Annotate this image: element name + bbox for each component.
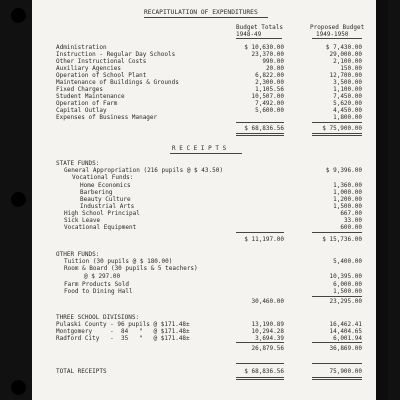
- division-col1: 3,694.39: [255, 335, 284, 342]
- expenditure-col1: 7,492.00: [255, 100, 284, 107]
- receipts-title: R E C E I P T S: [172, 145, 227, 152]
- room-board-col2: 10,395.00: [329, 273, 362, 280]
- vocational-label: Beauty Culture: [80, 196, 131, 203]
- other-total-rule-2: [312, 296, 362, 297]
- other-total-col1: 30,460.00: [251, 298, 284, 305]
- state-other-col2: 600.00: [340, 224, 362, 231]
- expenditure-col1: 990.00: [262, 58, 284, 65]
- food-label: Food to Dining Hall: [64, 288, 133, 295]
- page-edge-shadow: [376, 0, 388, 400]
- division-col2: 16,462.41: [329, 321, 362, 328]
- col1-header-label: Budget Totals: [236, 24, 283, 31]
- expenditure-col1: 5,600.00: [255, 107, 284, 114]
- exp-total-double-rule-1: [236, 133, 284, 136]
- expenditure-col1: 2,300.00: [255, 79, 284, 86]
- division-col1: 10,294.28: [251, 328, 284, 335]
- expenditure-label: Administration: [56, 44, 107, 51]
- exp-total-double-rule-2: [312, 133, 362, 136]
- expenditure-label: Expenses of Business Manager: [56, 114, 158, 121]
- expenditure-col2: 5,620.00: [333, 100, 362, 107]
- state-total-col2: $ 15,736.00: [322, 236, 362, 243]
- receipts-underline: [170, 153, 242, 154]
- expenditure-label: Fixed Charges: [56, 86, 103, 93]
- expenditure-col1: 20.00: [265, 65, 284, 72]
- state-total-col1: $ 11,197.00: [244, 236, 284, 243]
- expenditure-col2: 1,100.00: [333, 86, 362, 93]
- state-total-rule-1: [236, 232, 284, 233]
- expenditure-label: Maintenance of Buildings & Grounds: [56, 79, 179, 86]
- expenditure-col1: $ 10,630.00: [244, 44, 284, 51]
- expenditure-col2: 29,000.00: [329, 51, 362, 58]
- expenditure-label: Operation of Farm: [56, 100, 118, 107]
- exp-total-col2: $ 75,900.00: [322, 125, 362, 132]
- binder-hole-bottom: [11, 380, 26, 395]
- division-col1: 13,190.89: [251, 321, 284, 328]
- total-receipts-col2: 75,900.00: [329, 368, 362, 375]
- division-total-col2: 36,869.00: [329, 345, 362, 352]
- receipts-total-double-rule-2: [312, 377, 362, 380]
- division-label: Montgomery - 84 " @ $171.48±: [56, 328, 190, 335]
- vocational-col2: 1,200.00: [333, 196, 362, 203]
- vocational-label: Barbering: [80, 189, 113, 196]
- state-other-label: High School Principal: [64, 210, 140, 217]
- expenditure-label: Instruction - Regular Day Schools: [56, 51, 176, 58]
- farm-products-col2: 6,000.00: [333, 281, 362, 288]
- col2-header-year: 1949-1950: [316, 31, 349, 38]
- exp-total-rule-2: [312, 122, 362, 123]
- vocational-col2: 1,500.00: [333, 203, 362, 210]
- vocational-label: Home Economics: [80, 182, 131, 189]
- tuition-label: Tuition (30 pupils @ $ 180.00): [64, 258, 173, 265]
- expenditure-col2: 3,500.00: [333, 79, 362, 86]
- state-other-label: Sick Leave: [64, 217, 101, 224]
- other-funds-heading: OTHER FUNDS:: [56, 251, 100, 258]
- page-title: RECAPITULATION OF EXPENDITURES: [144, 9, 258, 16]
- division-total-col1: 26,879.56: [251, 345, 284, 352]
- col1-header-year: 1948-49: [236, 31, 262, 38]
- room-board-sub: @ $ 297.00: [84, 273, 121, 280]
- vocational-col2: 1,360.00: [333, 182, 362, 189]
- division-col2: 6,001.94: [333, 335, 362, 342]
- exp-total-col1: $ 68,836.56: [244, 125, 284, 132]
- total-receipts-label: TOTAL RECEIPTS: [56, 368, 107, 375]
- other-total-col2: 23,295.00: [329, 298, 362, 305]
- state-funds-heading: STATE FUNDS:: [56, 160, 100, 167]
- col1-header-rule: [236, 38, 282, 39]
- state-total-rule-2: [312, 232, 362, 233]
- receipts-total-rule-2: [312, 363, 362, 364]
- school-divisions-heading: THREE SCHOOL DIVISIONS:: [56, 314, 140, 321]
- general-appropriation-col2: $ 9,396.00: [325, 167, 362, 174]
- room-board-label: Room & Board (30 pupils & 5 teachers): [64, 265, 198, 272]
- binder-hole-top: [11, 8, 26, 23]
- expenditure-label: Student Maintenance: [56, 93, 125, 100]
- expenditure-label: Other Instructional Costs: [56, 58, 147, 65]
- expenditure-col1: 1,105.56: [255, 86, 284, 93]
- state-other-col2: 667.00: [340, 210, 362, 217]
- col2-header-rule: [312, 38, 362, 39]
- expenditure-col1: 10,507.00: [251, 93, 284, 100]
- title-underline: [144, 17, 268, 18]
- receipts-total-rule-1: [236, 363, 284, 364]
- division-label: Pulaski County - 96 pupils @ $171.48±: [56, 321, 190, 328]
- vocational-label: Industrial Arts: [80, 203, 135, 210]
- expenditure-label: Operation of School Plant: [56, 72, 147, 79]
- budget-page: [32, 0, 388, 400]
- tuition-col2: 5,400.00: [333, 258, 362, 265]
- farm-products-label: Farm Products Sold: [64, 281, 130, 288]
- total-receipts-col1: $ 68,836.56: [244, 368, 284, 375]
- expenditure-col2: 150.00: [340, 65, 362, 72]
- food-col2: 1,500.00: [333, 288, 362, 295]
- expenditure-col2: 4,450.00: [333, 107, 362, 114]
- vocational-funds-heading: Vocational Funds:: [72, 174, 134, 181]
- exp-total-rule-1: [236, 122, 284, 123]
- vocational-col2: 1,000.00: [333, 189, 362, 196]
- expenditure-col2: 7,450.00: [333, 93, 362, 100]
- state-other-label: Vocational Equipment: [64, 224, 137, 231]
- div-total-rule-2: [312, 342, 362, 343]
- expenditure-label: Capital Outlay: [56, 107, 107, 114]
- col2-header-label: Proposed Budget: [310, 24, 365, 31]
- div-total-rule-1: [236, 342, 284, 343]
- binder-hole-middle: [11, 192, 26, 207]
- expenditure-col2: $ 7,430.00: [325, 44, 362, 51]
- receipts-total-double-rule-1: [236, 377, 284, 380]
- expenditure-col2: 12,700.00: [329, 72, 362, 79]
- state-other-col2: 33.00: [343, 217, 362, 224]
- division-col2: 14,404.65: [329, 328, 362, 335]
- general-appropriation-label: General Appropriation (216 pupils @ $ 43.50): [64, 167, 223, 174]
- expenditure-label: Auxiliary Agencies: [56, 65, 122, 72]
- expenditure-col2: 2,100.00: [333, 58, 362, 65]
- expenditure-col1: 6,822.00: [255, 72, 284, 79]
- expenditure-col1: 23,370.00: [251, 51, 284, 58]
- expenditure-col2: 1,800.00: [333, 114, 362, 121]
- division-label: Radford City - 35 " @ $171.48±: [56, 335, 190, 342]
